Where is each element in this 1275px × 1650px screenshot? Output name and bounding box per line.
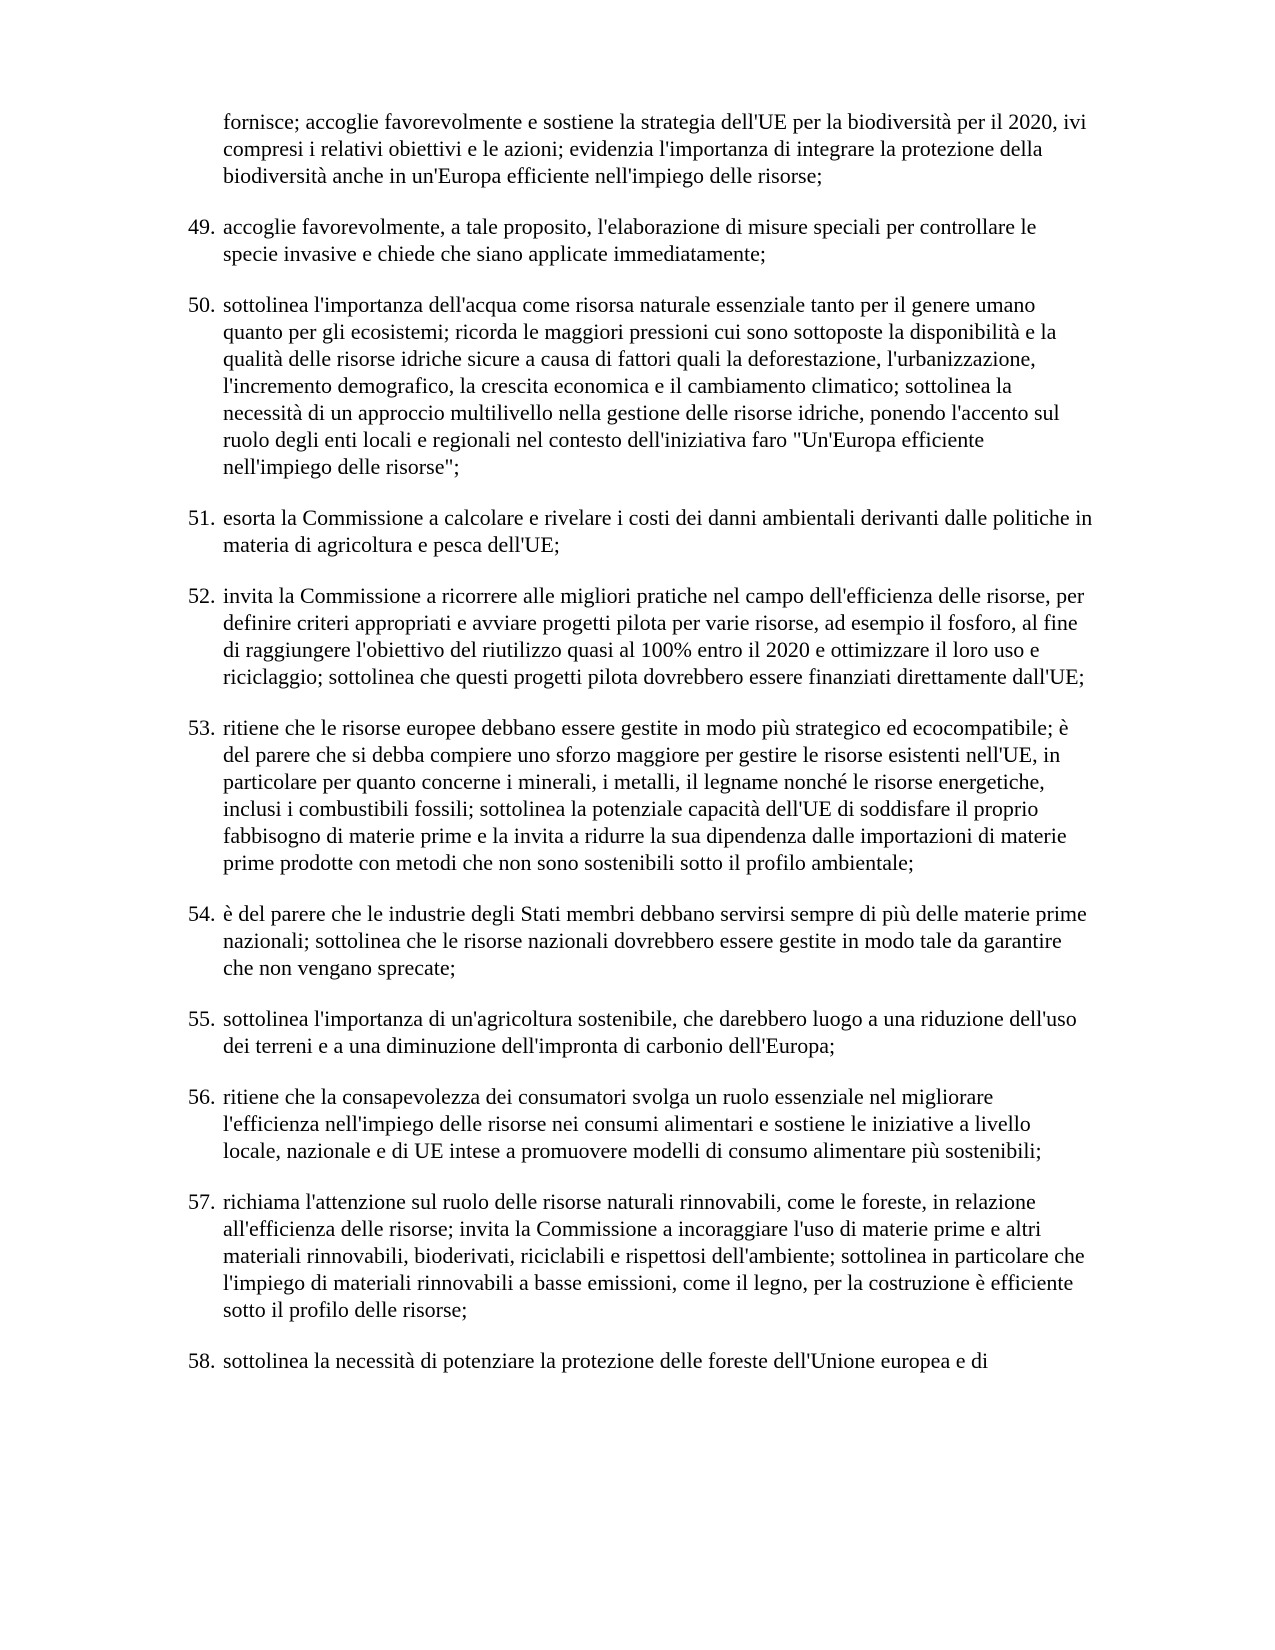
paragraph-57 [188, 1188, 1093, 1323]
paragraph-number: 53. [188, 715, 216, 740]
paragraph-text: fornisce; accoglie favorevolmente e sostiene la strategia dell'UE per la biodiversità per il 2020, ivi compresi i relativi obiettivi e le azioni; evidenzia l'importanza di integrare la protezione della biodiversità anche in un'Europa efficiente nell'impiego delle risorse; [223, 109, 1087, 188]
paragraph-text: sottolinea l'importanza dell'acqua come risorsa naturale essenziale tanto per il genere umano quanto per gli ecosistemi; ricorda le maggiori pressioni cui sono sottoposte la disponibilità e la qualità delle risorse idriche sicure a causa di fattori quali la deforestazione, l'urbanizzazione, l'incremento demografico, la crescita economica e il cambiamento climatico; sottolinea la necessità di un approccio multilivello nella gestione delle risorse idriche, ponendo l'accento sul ruolo degli enti locali e regionali nel contesto dell'iniziativa faro "Un'Europa efficiente nell'impiego delle risorse"; [223, 292, 1060, 479]
paragraph-text: ritiene che la consapevolezza dei consumatori svolga un ruolo essenziale nel migliorare l'efficienza nell'impiego delle risorse nei consumi alimentari e sostiene le iniziative a livello locale, nazionale e di UE intese a promuovere modelli di consumo alimentare più sostenibili; [223, 1084, 1042, 1163]
paragraph-53 [188, 714, 1093, 876]
paragraph-text: richiama l'attenzione sul ruolo delle risorse naturali rinnovabili, come le foreste, in relazione all'efficienza delle risorse; invita la Commissione a incoraggiare l'uso di materie prime e altri materiali rinnovabili, bioderivati, riciclabili e rispettosi dell'ambiente; sottolinea in particolare che l'impiego di materiali rinnovabili a basse emissioni, come il legno, per la costruzione è efficiente sotto il profilo delle risorse; [223, 1189, 1085, 1322]
paragraph-text: esorta la Commissione a calcolare e rivelare i costi dei danni ambientali derivanti dalle politiche in materia di agricoltura e pesca dell'UE; [223, 505, 1093, 557]
paragraph-58 [188, 1347, 1093, 1374]
paragraph-55 [188, 1005, 1093, 1059]
paragraph-text: accoglie favorevolmente, a tale proposito, l'elaborazione di misure speciali per controllare le specie invasive e chiede che siano applicate immediatamente; [223, 214, 1037, 266]
paragraph-number: 58. [188, 1348, 216, 1373]
paragraph-text: sottolinea la necessità di potenziare la protezione delle foreste dell'Unione europea e di [223, 1348, 989, 1373]
paragraph-number: 52. [188, 583, 216, 608]
paragraph-number: 56. [188, 1084, 216, 1109]
paragraph-text: invita la Commissione a ricorrere alle migliori pratiche nel campo dell'efficienza delle risorse, per definire criteri appropriati e avviare progetti pilota per varie risorse, ad esempio il fosforo, al fine di raggiungere l'obiettivo del riutilizzo quasi al 100% entro il 2020 e ottimizzare il loro uso e riciclaggio; sottolinea che questi progetti pilota dovrebbero essere finanziati direttamente dall'UE; [223, 583, 1085, 689]
paragraph-52 [188, 582, 1093, 690]
paragraph-number: 50. [188, 292, 216, 317]
paragraph-50 [188, 291, 1093, 480]
paragraph-49 [188, 213, 1093, 267]
paragraph-text: è del parere che le industrie degli Stati membri debbano servirsi sempre di più delle materie prime nazionali; sottolinea che le risorse nazionali dovrebbero essere gestite in modo tale da garantire che non vengano sprecate; [223, 901, 1087, 980]
paragraph-text: sottolinea l'importanza di un'agricoltura sostenibile, che darebbero luogo a una riduzione dell'uso dei terreni e a una diminuzione dell'impronta di carbonio dell'Europa; [223, 1006, 1077, 1058]
paragraph-56 [188, 1083, 1093, 1164]
paragraph-number: 55. [188, 1006, 216, 1031]
paragraph-number: 57. [188, 1189, 216, 1214]
paragraph-number: 51. [188, 505, 216, 530]
paragraph-number: 54. [188, 901, 216, 926]
paragraph-continuation [188, 108, 1093, 189]
paragraph-51 [188, 504, 1093, 558]
paragraph-54 [188, 900, 1093, 981]
paragraph-number: 49. [188, 214, 216, 239]
paragraph-text: ritiene che le risorse europee debbano essere gestite in modo più strategico ed ecocompatibile; è del parere che si debba compiere uno sforzo maggiore per gestire le risorse esistenti nell'UE, in particolare per quanto concerne i minerali, i metalli, il legname nonché le risorse energetiche, inclusi i combustibili fossili; sottolinea la potenziale capacità dell'UE di soddisfare il proprio fabbisogno di materie prime e la invita a ridurre la sua dipendenza dalle importazioni di materie prime prodotte con metodi che non sono sostenibili sotto il profilo ambientale; [223, 715, 1069, 875]
document-text-body [188, 108, 1093, 1398]
